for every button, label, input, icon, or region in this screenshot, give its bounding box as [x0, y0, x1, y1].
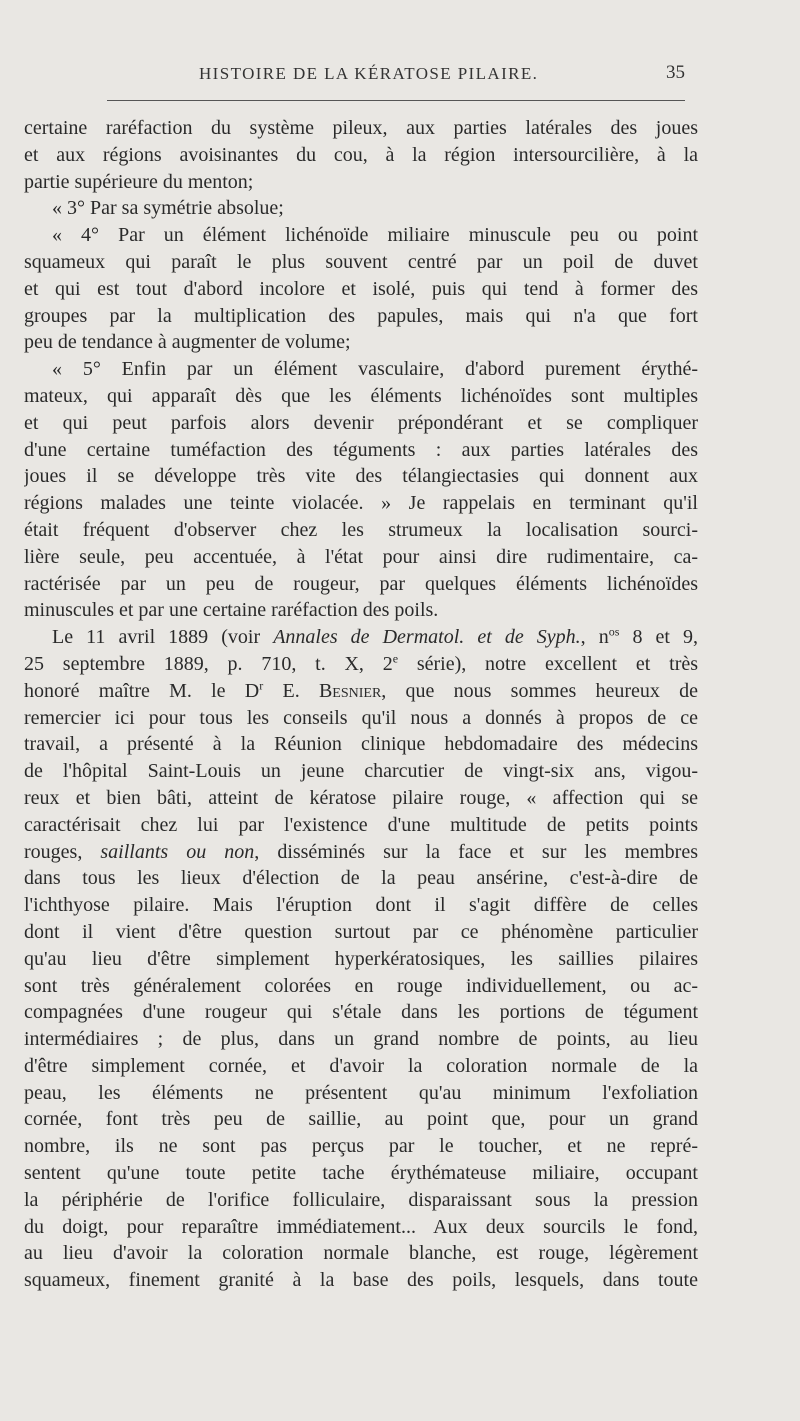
- text-line: nombre, ils ne sont pas perçus par le toucher, et ne repré-: [24, 1135, 698, 1158]
- text-line: [24, 839, 698, 866]
- text-line: ractérisée par un peu de rougeur, par quelques éléments lichénoïdes: [24, 572, 698, 595]
- text-line: partie supérieure du menton;: [24, 170, 254, 193]
- text-run: , n: [580, 626, 609, 649]
- text-line: « 3° Par sa symétrie absolue;: [52, 197, 284, 220]
- page-number: 35: [666, 62, 685, 83]
- text-run: honoré maître M. le D: [24, 679, 260, 702]
- text-line: intermédiaires ; de plus, dans un grand nombre de points, au lieu: [24, 1028, 698, 1051]
- text-run: rouges,: [24, 840, 101, 863]
- text-run: , disséminés sur la face et sur les membres: [254, 840, 698, 863]
- text-line: remercier ici pour tous les conseils qu'il nous a donnés à propos de ce: [24, 706, 698, 729]
- italic-phrase: saillants ou non: [100, 840, 255, 863]
- text-line: de l'hôpital Saint-Louis un jeune charcutier de vingt-six ans, vigou-: [24, 760, 698, 783]
- text-line: et qui est tout d'abord incolore et isolé, puis qui tend à former des: [24, 277, 698, 300]
- text-run: 25 septembre 1889, p. 710, t. X, 2: [24, 652, 393, 675]
- superscript: r: [259, 678, 264, 693]
- text-line: peau, les éléments ne présentent qu'au minimum l'exfoliation: [24, 1081, 698, 1104]
- text-line: était fréquent d'observer chez les strumeux la localisation sourci-: [24, 518, 698, 541]
- text-line: au lieu d'avoir la coloration normale blanche, est rouge, légèrement: [24, 1242, 698, 1265]
- text-run: E.: [263, 679, 319, 702]
- text-line: mateux, qui apparaît dès que les éléments lichénoïdes sont multiples: [24, 384, 698, 407]
- text-line: joues il se développe très vite des télangiectasies qui donnent aux: [24, 465, 698, 488]
- text-line: sont très généralement colorées en rouge individuellement, ou ac-: [24, 974, 698, 997]
- text-line: caractérisait chez lui par l'existence d'une multitude de petits points: [24, 813, 698, 836]
- text-line: cornée, font très peu de saillie, au point que, pour un grand: [24, 1108, 698, 1131]
- text-line: minuscules et par une certaine raréfaction des poils.: [24, 599, 439, 622]
- text-line: [24, 624, 698, 651]
- text-line: qu'au lieu d'être simplement hyperkératosiques, les saillies pilaires: [24, 947, 698, 970]
- text-line: et qui peut parfois alors devenir prépondérant et se compliquer: [24, 411, 698, 434]
- journal-title: Annales de Dermatol. et de Syph.: [273, 626, 581, 649]
- text-line: groupes par la multiplication des papules, mais qui n'a que fort: [24, 304, 698, 327]
- text-line: [24, 678, 698, 705]
- text-line: du doigt, pour reparaître immédiatement... Aux deux sourcils le fond,: [24, 1215, 698, 1238]
- text-line: d'une certaine tuméfaction des téguments : aux parties latérales des: [24, 438, 698, 461]
- text-line: l'ichthyose pilaire. Mais l'éruption dont il s'agit diffère de celles: [24, 894, 698, 917]
- author-name: Besnier: [318, 679, 382, 702]
- text-line: dont il vient d'être question surtout par ce phénomène particulier: [24, 920, 698, 943]
- superscript: e: [392, 651, 399, 666]
- text-line: peu de tendance à augmenter de volume;: [24, 331, 351, 354]
- text-line: reux et bien bâti, atteint de kératose pilaire rouge, « affection qui se: [24, 786, 698, 809]
- text-line: d'être simplement cornée, et d'avoir la coloration normale de la: [24, 1054, 698, 1077]
- text-line: lière seule, peu accentuée, à l'état pour ainsi dire rudimentaire, ca-: [24, 545, 698, 568]
- text-run: , que nous sommes heureux de: [381, 679, 698, 702]
- superscript: os: [608, 624, 620, 639]
- text-line: [24, 651, 698, 678]
- text-line: travail, a présenté à la Réunion clinique hebdomadaire des médecins: [24, 733, 698, 756]
- text-run: Le 11 avril 1889 (voir: [52, 626, 274, 649]
- text-line: squameux, finement granité à la base des poils, lesquels, dans toute: [24, 1269, 698, 1292]
- text-line: certaine raréfaction du système pileux, aux parties latérales des joues: [24, 117, 698, 139]
- body-text: [24, 115, 698, 1294]
- page-header: [107, 60, 685, 101]
- text-line: compagnées d'une rougeur qui s'étale dans les portions de tégument: [24, 1001, 698, 1024]
- text-run: série), notre excellent et très: [398, 652, 698, 675]
- text-line: squameux qui paraît le plus souvent centré par un poil de duvet: [24, 250, 698, 273]
- text-line: dans tous les lieux d'élection de la peau ansérine, c'est-à-dire de: [24, 867, 698, 890]
- text-line: régions malades une teinte violacée. » Je rappelais en terminant qu'il: [24, 492, 698, 515]
- running-title: HISTOIRE DE LA KÉRATOSE PILAIRE.: [199, 64, 539, 83]
- text-line: « 5° Enfin par un élément vasculaire, d'abord purement érythé-: [52, 358, 698, 381]
- text-line: sentent qu'une toute petite tache érythémateuse miliaire, occupant: [24, 1162, 698, 1185]
- text-run: 8 et 9,: [619, 626, 698, 649]
- text-line: la périphérie de l'orifice folliculaire, disparaissant sous la pression: [24, 1188, 698, 1211]
- text-line: « 4° Par un élément lichénoïde miliaire minuscule peu ou point: [52, 224, 698, 247]
- text-line: et aux régions avoisinantes du cou, à la région intersourcilière, à la: [24, 143, 698, 166]
